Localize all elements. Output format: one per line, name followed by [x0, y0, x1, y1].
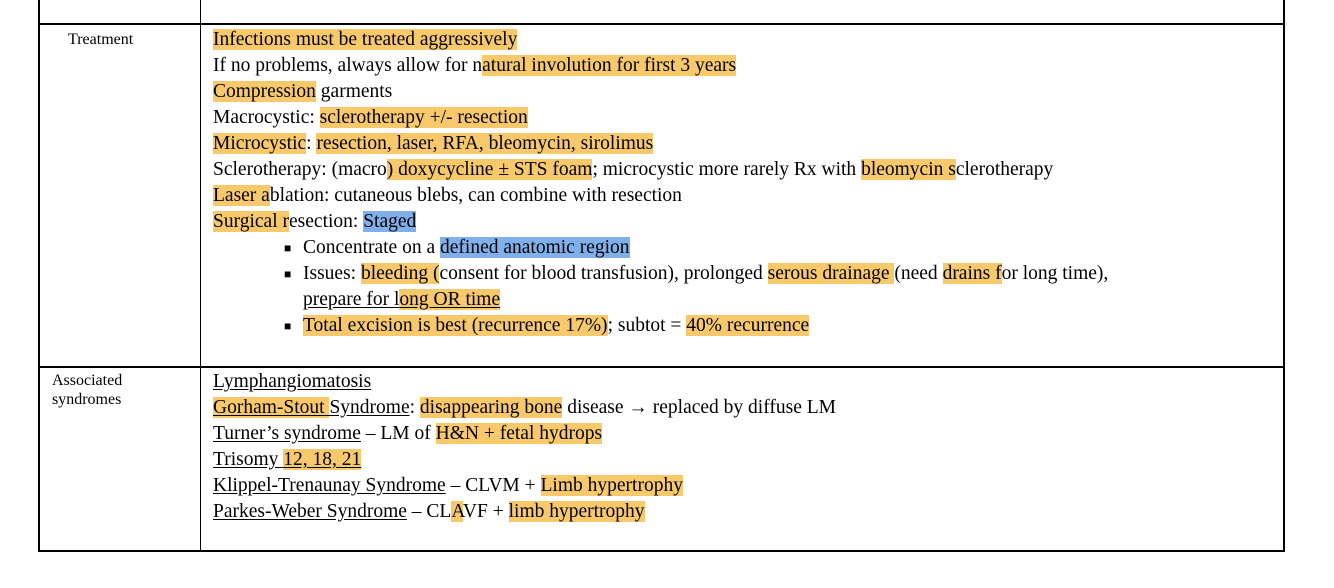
- treatment-line-compression: Compression garments: [213, 81, 393, 102]
- table-border-bottom: [38, 550, 1285, 552]
- syndrome-trisomy: Trisomy 12, 18, 21: [213, 449, 362, 470]
- syndrome-parkes-weber: Parkes-Weber Syndrome – CLAVF + limb hypertrophy: [213, 501, 645, 522]
- table-border-left: [38, 0, 40, 552]
- syndrome-turner: Turner’s syndrome – LM of H&N + fetal hydrops: [213, 423, 603, 444]
- treatment-line-infections: Infections must be treated aggressively: [213, 29, 518, 50]
- treatment-line-involution: If no problems, always allow for natural involution for first 3 years: [213, 55, 737, 76]
- table-column-divider: [200, 0, 201, 552]
- treatment-line-surgical: Surgical resection: Staged: [213, 211, 417, 232]
- table-row-divider-middle: [38, 366, 1285, 368]
- treatment-line-macrocystic: Macrocystic: sclerotherapy +/- resection: [213, 107, 528, 128]
- bullet-item-issues-continued: prepare for long OR time: [303, 289, 501, 310]
- row-label-associated-syndromes: Associated syndromes: [52, 372, 123, 408]
- bullet-item-issues: Issues: bleeding (consent for blood transfusion), prolonged serous drainage (need drains for long time),: [303, 263, 1109, 284]
- syndrome-gorham-stout: Gorham-Stout Syndrome: disappearing bone disease → replaced by diffuse LM: [213, 397, 836, 418]
- bullet-item-anatomic-region: Concentrate on a defined anatomic region: [303, 237, 630, 258]
- treatment-line-microcystic: Microcystic: resection, laser, RFA, bleomycin, sirolimus: [213, 133, 654, 154]
- table-border-right: [1283, 0, 1285, 552]
- treatment-line-laser: Laser ablation: cutaneous blebs, can combine with resection: [213, 185, 682, 206]
- bullet-icon: ■: [284, 241, 292, 255]
- bullet-item-total-excision: Total excision is best (recurrence 17%); subtot = 40% recurrence: [303, 315, 810, 336]
- row-label-treatment: Treatment: [68, 31, 134, 48]
- bullet-icon: ■: [284, 319, 292, 333]
- bullet-icon: ■: [284, 267, 292, 281]
- treatment-line-sclerotherapy: Sclerotherapy: (macro) doxycycline ± STS foam; microcystic more rarely Rx with bleomycin sclerotherapy: [213, 159, 1054, 180]
- syndrome-lymphangiomatosis: Lymphangiomatosis: [213, 371, 372, 392]
- table-row-divider-top: [38, 23, 1285, 25]
- syndrome-klippel-trenaunay: Klippel-Trenaunay Syndrome – CLVM + Limb hypertrophy: [213, 475, 683, 496]
